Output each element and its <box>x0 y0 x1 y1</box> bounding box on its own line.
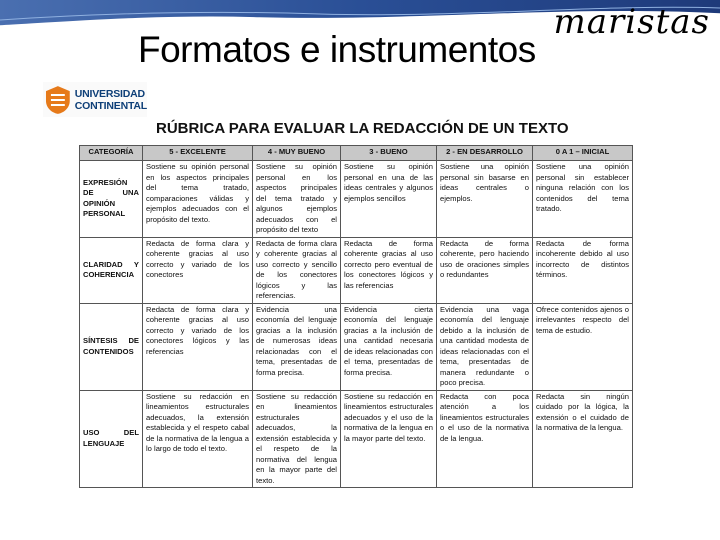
table-header-row <box>80 146 633 161</box>
criterion-cell: Evidencia cierta economía del lenguaje gracias a la inclusión de una cantidad necesaria de ideas relacionadas con el tema, presentadas de forma precisa. <box>341 303 437 390</box>
criterion-cell: Sostiene una opinión personal sin basarse en ideas centrales o ejemplos. <box>437 161 533 238</box>
category-cell: SÍNTESIS DE CONTENIDOS <box>80 303 143 390</box>
criterion-cell: Redacta con poca atención a los lineamientos estructurales o el uso de la normativa de la lengua. <box>437 390 533 488</box>
column-header: 0 A 1 – INICIAL <box>533 146 633 161</box>
criterion-cell: Evidencia una vaga economía del lenguaje debido a la inclusión de una cantidad modesta de ideas relacionadas con el tema, presentadas de manera redundante o poco precisa. <box>437 303 533 390</box>
brand-wordmark: maristas <box>553 2 710 42</box>
criterion-cell: Redacta de forma coherente gracias al uso correcto pero eventual de los conectores lógicos y las referencias <box>341 237 437 303</box>
criterion-cell: Redacta de forma clara y coherente gracias al uso correcto y sencillo de los conectores lógicos y las referencias. <box>253 237 341 303</box>
table-row <box>80 237 633 303</box>
criterion-cell: Sostiene su opinión personal en una de las ideas centrales y algunos ejemplos sencillos <box>341 161 437 238</box>
criterion-cell: Sostiene su redacción en lineamientos estructurales adecuados y el uso de la normativa de la lengua en la mayor parte del texto. <box>341 390 437 488</box>
criterion-cell: Redacta de forma clara y coherente gracias al uso correcto y variado de los conectores <box>143 237 253 303</box>
rubric-table <box>79 145 633 488</box>
category-cell: EXPRESIÓN DE UNA OPINIÓN PERSONAL <box>80 161 143 238</box>
logo-line-1: UNIVERSIDAD <box>74 87 145 100</box>
category-cell: CLARIDAD Y COHERENCIA <box>80 237 143 303</box>
criterion-cell: Redacta de forma clara y coherente gracias al uso correcto y variado de los conectores lógicos y las referencias <box>143 303 253 390</box>
criterion-cell: Evidencia una economía del lenguaje gracias a la inclusión de numerosas ideas relacionadas con el tema, presentadas de forma precisa. <box>253 303 341 390</box>
criterion-cell: Sostiene su opinión personal en los aspectos principales del tema tratado, comparaciones válidas y ejemplos adecuados con el propósito del texto. <box>143 161 253 238</box>
university-logo <box>43 82 147 117</box>
table-row <box>80 390 633 488</box>
column-header: 5 - EXCELENTE <box>143 146 253 161</box>
logo-line-2: CONTINENTAL <box>74 99 147 112</box>
criterion-cell: Sostiene su redacción en lineamientos estructurales adecuados, la extensión establecida y el respeto cabal de la normativa de la lengua a lo largo de todo el texto. <box>143 390 253 488</box>
criterion-cell: Sostiene su redacción en lineamientos estructurales adecuados, la extensión establecida y el respeto de la normativa del lengua en la mayor parte del texto. <box>253 390 341 488</box>
table-row <box>80 303 633 390</box>
criterion-cell: Redacta de forma coherente, pero haciendo uso de oraciones simples o redundantes <box>437 237 533 303</box>
column-header: 3 - BUENO <box>341 146 437 161</box>
criterion-cell: Sostiene una opinión personal sin establecer ninguna relación con los contenidos del tema tratado. <box>533 161 633 238</box>
category-cell: USO DEL LENGUAJE <box>80 390 143 488</box>
criterion-cell: Ofrece contenidos ajenos o irrelevantes respecto del tema de estudio. <box>533 303 633 390</box>
criterion-cell: Sostiene su opinión personal en los aspectos principales del tema tratado y algunos ejemplos adecuados con el propósito del texto <box>253 161 341 238</box>
column-header: 4 - MUY BUENO <box>253 146 341 161</box>
criterion-cell: Redacta sin ningún cuidado por la lógica, la extensión o el cuidado de la normativa de la lengua. <box>533 390 633 488</box>
logo-text <box>75 88 147 112</box>
column-header: CATEGORÍA <box>80 146 143 161</box>
university-shield-icon <box>45 85 71 115</box>
table-row <box>80 161 633 238</box>
criterion-cell: Redacta de forma incoherente debido al uso incorrecto de distintos términos. <box>533 237 633 303</box>
document-title: RÚBRICA PARA EVALUAR LA REDACCIÓN DE UN TEXTO <box>156 120 569 137</box>
slide-title: Formatos e instrumentos <box>138 29 536 70</box>
column-header: 2 - EN DESARROLLO <box>437 146 533 161</box>
